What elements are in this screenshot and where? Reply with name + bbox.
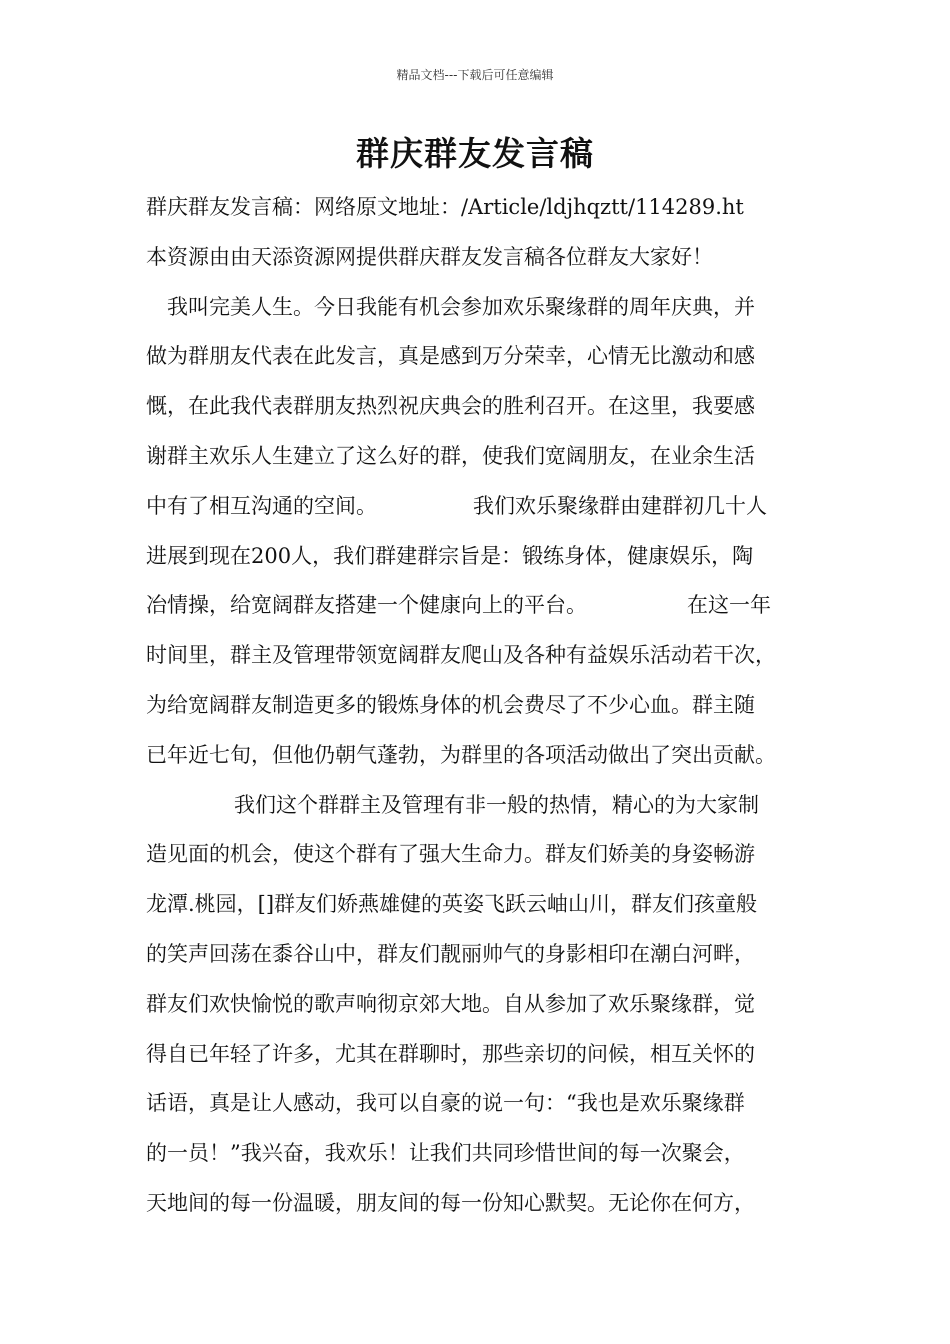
body-line: 已年近七旬，但他仍朝气蓬勃，为群里的各项活动做出了突出贡献。 <box>146 742 776 767</box>
body-line: 慨，在此我代表群朋友热烈祝庆典会的胜利召开。在这里，我要感 <box>146 394 755 419</box>
body-line-segment: 在这一年 <box>687 593 771 618</box>
body-line: 谢群主欢乐人生建立了这么好的群，使我们宽阔朋友，在业余生活 <box>146 443 755 468</box>
body-line: 龙潭.桃园，[]群友们娇燕雄健的英姿飞跃云岫山川，群友们孩童般 <box>146 892 758 917</box>
body-line-segment: 冶情操，给宽阔群友搭建一个健康向上的平台。 <box>146 593 587 618</box>
body-line: 话语，真是让人感动，我可以自豪的说一句：“我也是欢乐聚缘群 <box>146 1091 745 1116</box>
document-title: 群庆群友发言稿 <box>356 134 594 173</box>
body-line: 我们这个群群主及管理有非一般的热情，精心的为大家制 <box>234 792 759 817</box>
body-line: 我叫完美人生。今日我能有机会参加欢乐聚缘群的周年庆典，并 <box>167 294 755 319</box>
body-line: 进展到现在200人，我们群建群宗旨是：锻练身体，健康娱乐，陶 <box>146 543 754 568</box>
body-line: 的笑声回荡在黍谷山中，群友们靓丽帅气的身影相印在潮白河畔， <box>146 941 755 966</box>
page-header: 精品文档---下载后可任意编辑 <box>396 68 554 82</box>
body-line: 群友们欢快愉悦的歌声响彻京郊大地。自从参加了欢乐聚缘群，觉 <box>146 991 755 1016</box>
body-line: 得自已年轻了许多，尤其在群聊时，那些亲切的问候，相互关怀的 <box>146 1041 755 1066</box>
body-line: 天地间的每一份温暖，朋友间的每一份知心默契。无论你在何方， <box>146 1190 755 1215</box>
body-line: 时间里，群主及管理带领宽阔群友爬山及各种有益娱乐活动若干次， <box>146 643 776 668</box>
body-line: 造见面的机会，使这个群有了强大生命力。群友们娇美的身姿畅游 <box>146 842 755 867</box>
body-line <box>146 581 826 631</box>
body-line <box>146 482 826 532</box>
body-line: 做为群朋友代表在此发言，真是感到万分荣幸，心情无比激动和感 <box>146 344 755 369</box>
body-line: 群庆群友发言稿：网络原文地址：/Article/ldjhqztt/114289.ht <box>146 195 744 219</box>
body-line: 本资源由由天添资源网提供群庆群友发言稿各位群友大家好！ <box>146 244 713 269</box>
body-line-segment: 我们欢乐聚缘群由建群初几十人 <box>473 493 767 518</box>
body-line-segment: 中有了相互沟通的空间。 <box>146 493 377 518</box>
document-body <box>146 183 826 1229</box>
body-line: 为给宽阔群友制造更多的锻炼身体的机会费尽了不少心血。群主随 <box>146 692 755 717</box>
body-line: 的一员！”我兴奋，我欢乐！让我们共同珍惜世间的每一次聚会， <box>146 1141 745 1166</box>
